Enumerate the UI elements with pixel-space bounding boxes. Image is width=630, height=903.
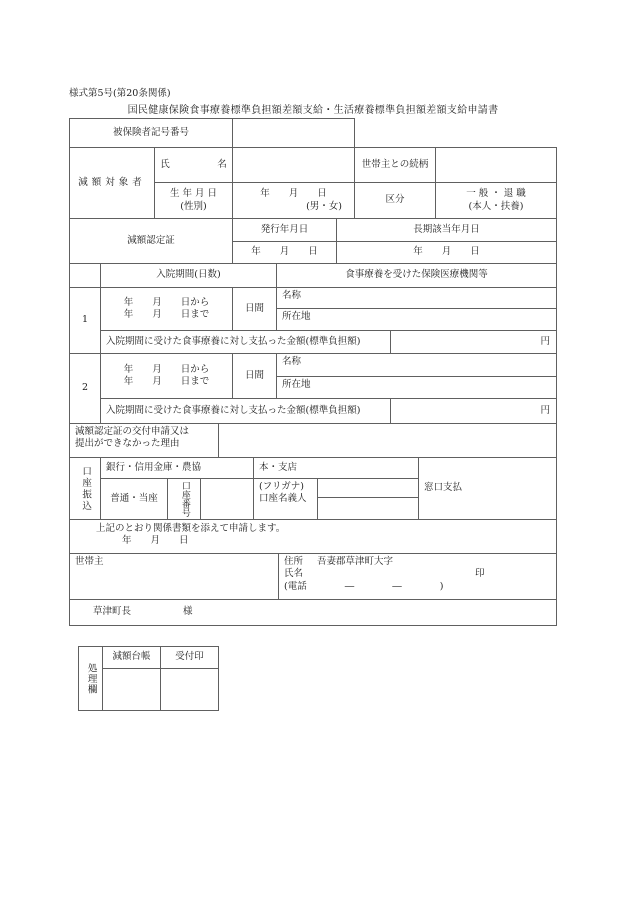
entry2-period-field: 年 月 日から 年 月 日まで — [100, 353, 233, 399]
birthdate-field: 年 月 日 (男・女) — [232, 182, 355, 219]
relation-label: 世帯主との続柄 — [354, 147, 436, 183]
householder-phone-line: (電話 ― ― ) — [284, 580, 444, 592]
name-label: 氏 名 — [154, 147, 233, 183]
entry2-number: 2 — [69, 353, 101, 424]
reduction-ledger-field — [102, 668, 161, 711]
entry1-amount-label: 入院期間に受けた食事療養に対し支払った金額(標準負担額) — [100, 330, 391, 354]
certificate-label: 減額認定証 — [69, 218, 233, 264]
entry2-days-field: 日間 — [232, 353, 277, 399]
entry2-amount-field: 円 — [390, 398, 557, 424]
reception-stamp-label: 受付印 — [160, 646, 219, 669]
entry2-amount-label: 入院期間に受けた食事療養に対し支払った金額(標準負担額) — [100, 398, 391, 424]
reason-label: 減額認定証の交付申請又は 提出ができなかった理由 — [69, 423, 219, 458]
bank-name-field: 銀行・信用金庫・農協 — [100, 457, 254, 479]
processing-section-label: 処理欄 — [78, 646, 103, 711]
insured-number-label: 被保険者記号番号 — [69, 118, 233, 148]
window-payment-label: 窓口支払 — [418, 457, 557, 520]
householder-address-line: 住所 吾妻郡草津町大字 — [284, 556, 394, 567]
entry1-days-field: 日間 — [232, 287, 277, 331]
entry1-institution-name-field: 名称 — [276, 287, 557, 309]
account-holder-field — [317, 497, 419, 520]
addressee-honorific: 様 — [183, 606, 193, 618]
form-number: 様式第5号(第20条関係) — [69, 88, 171, 99]
relation-field — [435, 147, 557, 183]
target-person-label: 減額対象者 — [69, 147, 155, 219]
institution-header: 食事療養を受けた保険医療機関等 — [276, 263, 557, 288]
furigana-field — [317, 478, 419, 498]
declaration-date-field: 年 月 日 — [122, 535, 189, 547]
declaration-text: 上記のとおり関係書類を添えて申請します。 — [96, 523, 286, 534]
account-type-label: 普通・当座 — [100, 478, 168, 520]
category-label: 区分 — [354, 182, 436, 219]
branch-field: 本・支店 — [253, 457, 419, 479]
period-header: 入院期間(日数) — [100, 263, 277, 288]
issue-date-field: 年 月 日 — [232, 241, 337, 264]
account-holder-label: (フリガナ) 口座名義人 — [253, 478, 318, 520]
declaration-row — [69, 519, 557, 554]
reason-field — [218, 423, 557, 458]
account-number-label: 口座番号 — [167, 478, 201, 520]
account-number-field — [200, 478, 254, 520]
reduction-ledger-label: 減額台帳 — [102, 646, 161, 669]
entry1-amount-field: 円 — [390, 330, 557, 354]
longterm-date-label: 長期該当年月日 — [336, 218, 557, 242]
entry1-institution-address-field: 所在地 — [276, 308, 557, 331]
entry2-institution-address-field: 所在地 — [276, 376, 557, 399]
entry1-number: 1 — [69, 287, 101, 354]
longterm-date-field: 年 月 日 — [336, 241, 557, 264]
householder-info-field — [278, 553, 557, 600]
row-number-header — [69, 263, 101, 288]
reception-stamp-field — [160, 668, 219, 711]
bank-transfer-section-label: 口座振込 — [69, 457, 101, 520]
entry1-period-field: 年 月 日から 年 月 日まで — [100, 287, 233, 331]
form-title: 国民健康保険食事療養標準負担額差額支給・生活療養標準負担額差額支給申請書 — [127, 105, 499, 116]
addressee-row — [69, 599, 557, 626]
entry2-institution-name-field: 名称 — [276, 353, 557, 377]
seal-mark: 印 — [475, 568, 485, 580]
category-options: 一 般 ・ 退 職 (本人・扶養) — [435, 182, 557, 219]
householder-name-line: 氏名 印 — [284, 568, 485, 580]
householder-label: 世帯主 — [69, 553, 279, 600]
insured-number-field — [232, 118, 355, 148]
addressee-name: 草津町長 — [93, 606, 132, 618]
name-field — [232, 147, 355, 183]
birthdate-label: 生 年 月 日 (性別) — [154, 182, 233, 219]
issue-date-label: 発行年月日 — [232, 218, 337, 242]
